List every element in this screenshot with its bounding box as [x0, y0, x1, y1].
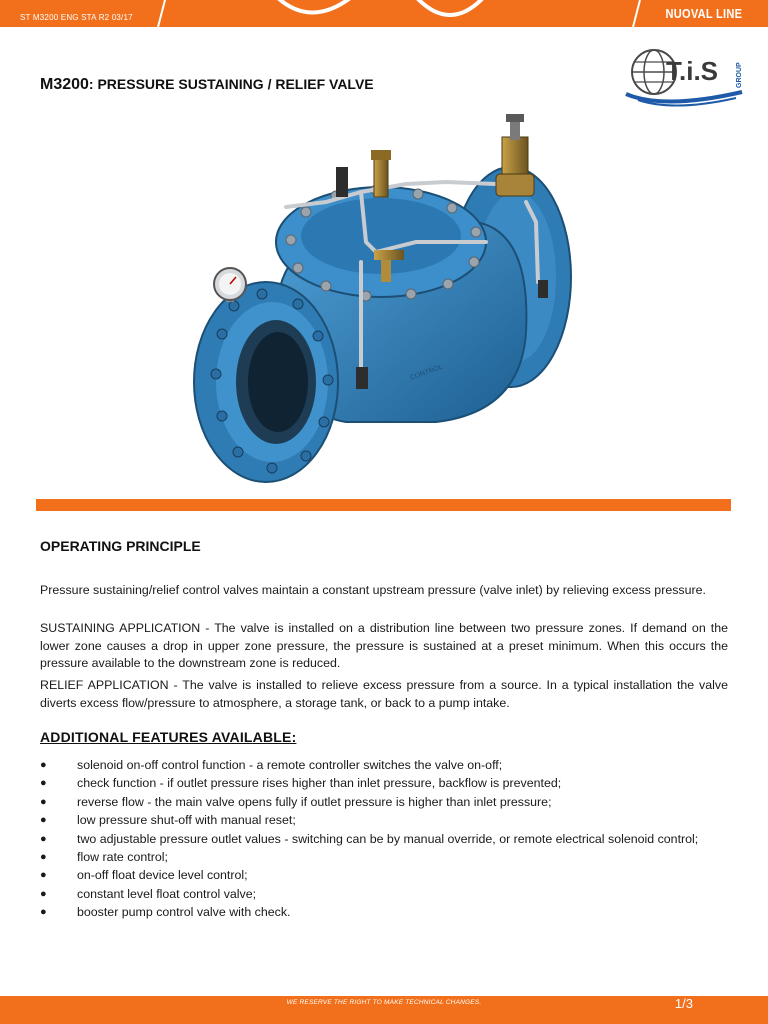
logo-wordmark: T.i.S: [666, 56, 719, 86]
bullet-icon: ●: [40, 814, 47, 827]
feature-text: two adjustable pressure outlet values - switching can be by manual override, or remote electrical solenoid control;: [77, 831, 699, 846]
bullet-icon: ●: [40, 906, 47, 919]
feature-text: low pressure shut-off with manual reset;: [77, 813, 296, 828]
additional-features-heading: ADDITIONAL FEATURES AVAILABLE:: [40, 729, 297, 745]
bullet-icon: ●: [40, 777, 47, 790]
list-item: [40, 811, 728, 829]
document-code: ST M3200 ENG STA R2 03/17: [20, 13, 133, 22]
globe-logo-icon: [624, 44, 748, 108]
sustaining-application-paragraph: SUSTAINING APPLICATION - The valve is installed on a distribution line between two pressure zones. If demand on the lower zone causes a drop in upper zone pressure, the pressure is sustained at a preset minimum. When this occurs the pressure available to the downstream zone is reduced.: [40, 621, 728, 670]
relief-application-paragraph: RELIEF APPLICATION - The valve is installed to relieve excess pressure from a source. In a typical installation the valve diverts excess flow/pressure to atmosphere, a storage tank, or back to a pump intake.: [40, 678, 728, 710]
footer-note: WE RESERVE THE RIGHT TO MAKE TECHNICAL CHANGES.: [286, 999, 482, 1006]
feature-text: constant level float control valve;: [77, 886, 257, 901]
header-bar: [0, 0, 768, 27]
bullet-icon: ●: [40, 887, 47, 900]
list-item: [40, 830, 728, 848]
list-item: [40, 903, 728, 921]
svg-text:CONTROL: CONTROL: [409, 363, 444, 382]
orange-divider: [36, 499, 731, 511]
bullet-icon: ●: [40, 795, 47, 808]
bullet-icon: ●: [40, 869, 47, 882]
bullet-icon: ●: [40, 851, 47, 864]
list-item: [40, 866, 728, 884]
footer-bar: [0, 996, 768, 1024]
list-item: [40, 756, 728, 774]
company-logo: [624, 44, 748, 113]
list-item: [40, 848, 728, 866]
feature-text: solenoid on-off control function - a remote controller switches the valve on-off;: [77, 758, 503, 772]
feature-text: flow rate control;: [77, 850, 168, 865]
bullet-icon: ●: [40, 759, 47, 771]
bullet-icon: ●: [40, 832, 47, 845]
feature-text: on-off float device level control;: [77, 868, 248, 883]
product-code: M3200: [40, 76, 89, 93]
page-title: [40, 76, 374, 94]
product-title-text: : PRESSURE SUSTAINING / RELIEF VALVE: [88, 76, 374, 92]
feature-text: check function - if outlet pressure rises higher than inlet pressure, backflow is prevented;: [77, 776, 562, 791]
list-item: [40, 885, 728, 903]
feature-text: reverse flow - the main valve opens fully if outlet pressure is higher than inlet pressure;: [77, 794, 552, 809]
page-number: 1/3: [674, 996, 693, 1011]
operating-paragraph-1: Pressure sustaining/relief control valves maintain a constant upstream pressure (valve inlet) by relieving excess pressure.: [40, 583, 706, 597]
operating-principle-heading: OPERATING PRINCIPLE: [40, 538, 201, 554]
valve-product-image: [186, 112, 586, 497]
control-valve-illustration: [186, 112, 586, 492]
feature-text: booster pump control valve with check.: [77, 905, 291, 920]
product-line-label: NUOVAL LINE: [665, 6, 742, 21]
logo-group-label: GROUP: [736, 62, 743, 88]
list-item: [40, 793, 728, 811]
features-list: [40, 756, 728, 922]
list-item: [40, 774, 728, 792]
